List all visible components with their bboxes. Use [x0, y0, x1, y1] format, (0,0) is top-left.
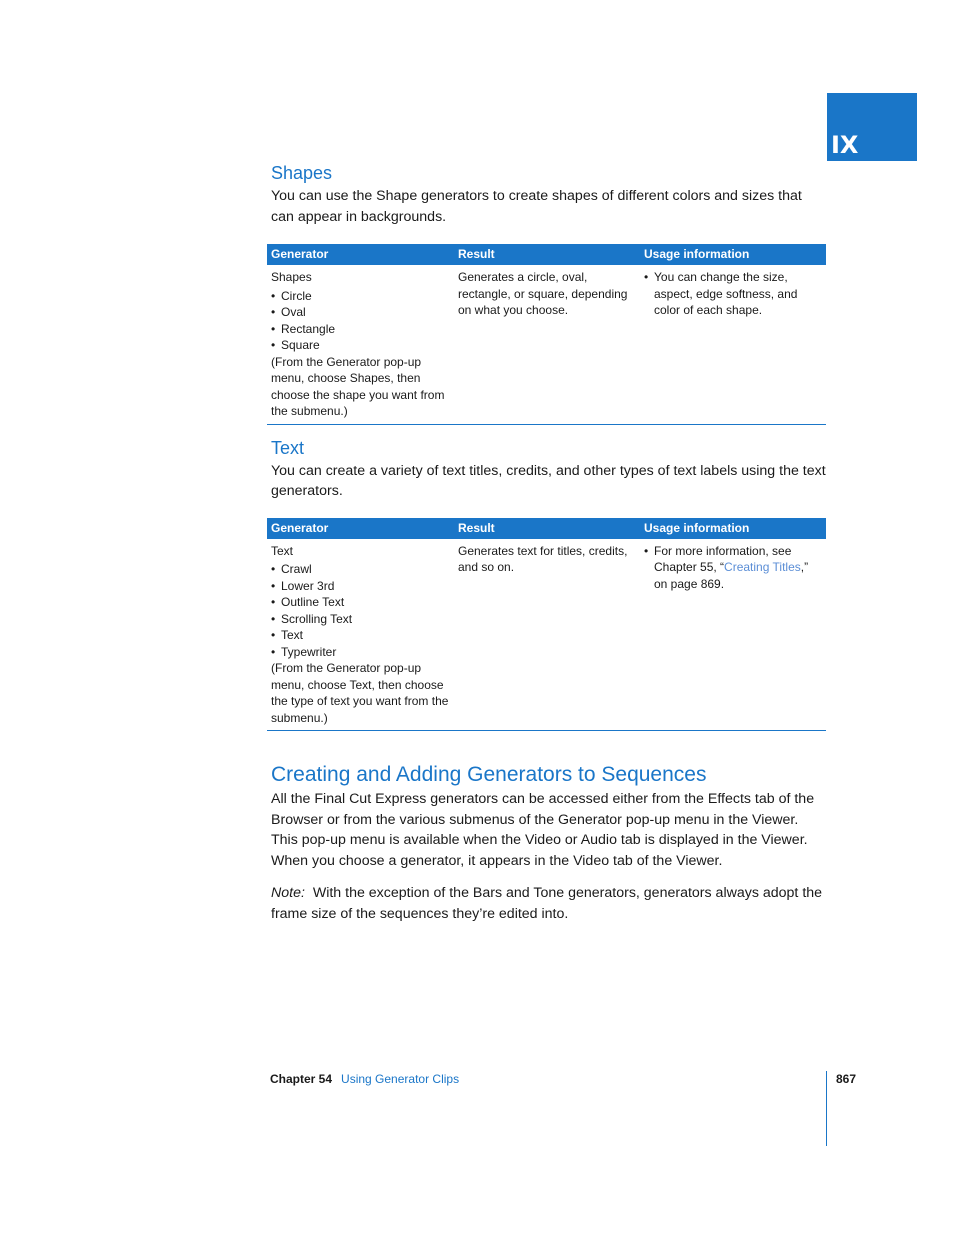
usage-cell — [640, 543, 826, 727]
shapes-table — [267, 244, 826, 425]
table-row — [267, 265, 826, 424]
list-item: • Typewriter — [271, 644, 454, 661]
generator-cell — [267, 543, 454, 727]
usage-text: • You can change the size, aspect, edge softness, and color of each shape. — [644, 269, 820, 319]
generator-list — [271, 561, 454, 660]
footer — [270, 1072, 459, 1086]
shapes-heading: Shapes — [271, 163, 333, 183]
creating-titles-link[interactable]: Creating Titles — [724, 560, 801, 574]
header-generator: Generator — [271, 520, 329, 535]
list-item: • Scrolling Text — [271, 611, 454, 628]
table-header — [267, 244, 826, 265]
usage-text-after: ,” on page 869. — [654, 560, 809, 591]
page-content — [271, 160, 827, 924]
list-item: • Circle — [271, 288, 454, 305]
section-para: All the Final Cut Express generators can be accessed either from the Effects tab of the Browser or from the various submenus of the Generator pop-up menu in the Viewer. This pop-up menu is available when the Video or Audio tab is displayed in the Viewer. When you choose a generator, it appears in the Video tab of the Viewer. — [271, 791, 815, 869]
shapes-intro: You can use the Shape generators to create shapes of different colors and sizes that can appear in backgrounds. — [271, 188, 802, 225]
list-item: • Outline Text — [271, 594, 454, 611]
text-table — [267, 518, 826, 732]
header-result: Result — [458, 247, 495, 262]
list-item: • Oval — [271, 304, 454, 321]
header-generator: Generator — [271, 247, 329, 262]
part-tab-label: IX — [831, 131, 859, 159]
generator-note: (From the Generator pop-up menu, choose Text, then choose the type of text you want from the submenu.) — [271, 661, 449, 725]
page-number: 867 — [836, 1072, 857, 1086]
list-item: • Square — [271, 337, 454, 354]
table-row — [267, 539, 826, 731]
note-para — [271, 883, 827, 924]
list-item: • Lower 3rd — [271, 578, 454, 595]
text-intro: You can create a variety of text titles, credits, and other types of text labels using the text generators. — [271, 462, 826, 499]
generator-name: Text — [271, 543, 294, 558]
usage-text-before: For more information, see Chapter 55, “ — [654, 543, 792, 574]
footer-divider — [826, 1071, 827, 1146]
text-heading: Text — [271, 437, 305, 458]
header-result: Result — [458, 520, 495, 535]
table-header — [267, 518, 826, 539]
result-cell: Generates a circle, oval, rectangle, or square, depending on what you choose. — [458, 270, 628, 317]
list-item: • Rectangle — [271, 321, 454, 338]
footer-chapter-title[interactable]: Using Generator Clips — [341, 1072, 460, 1086]
header-usage: Usage information — [644, 247, 750, 262]
generator-list — [271, 288, 454, 354]
section-heading: Creating and Adding Generators to Sequences — [271, 763, 707, 786]
footer-chapter: Chapter 54 — [270, 1072, 333, 1086]
list-item: • Crawl — [271, 561, 454, 578]
result-cell: Generates text for titles, credits, and so on. — [458, 543, 628, 574]
generator-note: (From the Generator pop-up menu, choose Shapes, then choose the shape you want from the submenu.) — [271, 354, 445, 418]
note-text: With the exception of the Bars and Tone generators, generators always adopt the frame size of the sequences they’re edited into. — [271, 885, 823, 922]
list-item: • Text — [271, 627, 454, 644]
part-tab — [827, 93, 917, 161]
usage-text — [644, 543, 820, 593]
generator-name: Shapes — [271, 270, 312, 284]
generator-cell — [267, 269, 454, 420]
note-label: Note: — [271, 885, 305, 901]
header-usage: Usage information — [644, 520, 750, 535]
usage-cell — [640, 269, 826, 420]
